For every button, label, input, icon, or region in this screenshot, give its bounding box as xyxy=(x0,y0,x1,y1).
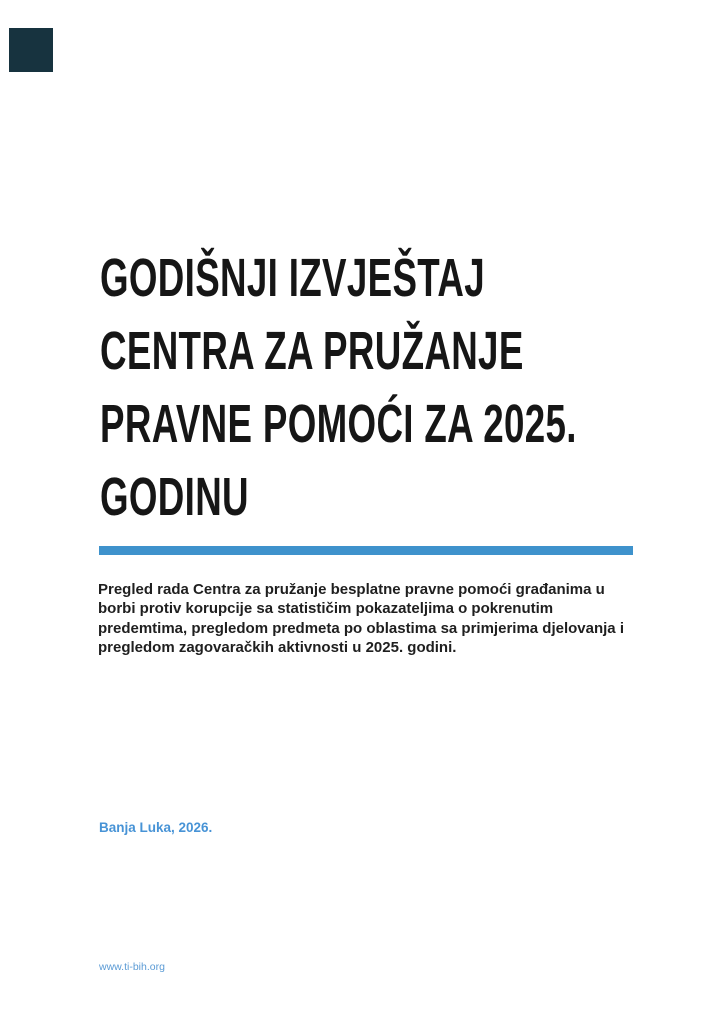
report-summary-line: borbi protiv korupcije sa statističim pokazateljima o pokrenutim xyxy=(98,600,554,618)
report-title-line: GODINU xyxy=(100,467,249,527)
report-title xyxy=(100,242,577,534)
report-summary-line: Pregled rada Centra za pružanje besplatne pravne pomoći građanima u xyxy=(98,581,605,598)
report-title-line: PRAVNE POMOĆI ZA 2025. xyxy=(100,394,577,454)
title-divider-rule xyxy=(99,546,633,555)
report-title-line: GODIŠNJI IZVJEŠTAJ xyxy=(100,248,485,308)
report-summary-line: pregledom zagovaračkih aktivnosti u 2025. godini. xyxy=(98,639,457,657)
place-date-label: Banja Luka, 2026. xyxy=(99,820,213,835)
ti-bih-logo-square xyxy=(9,28,53,72)
report-summary-line: predemtima, pregledom predmeta po oblastima sa primjerima djelovanja i xyxy=(98,619,624,637)
footer-website-link[interactable]: www.ti-bih.org xyxy=(99,961,165,973)
report-summary xyxy=(98,580,624,658)
report-title-line: CENTRA ZA PRUŽANJE xyxy=(100,321,524,381)
